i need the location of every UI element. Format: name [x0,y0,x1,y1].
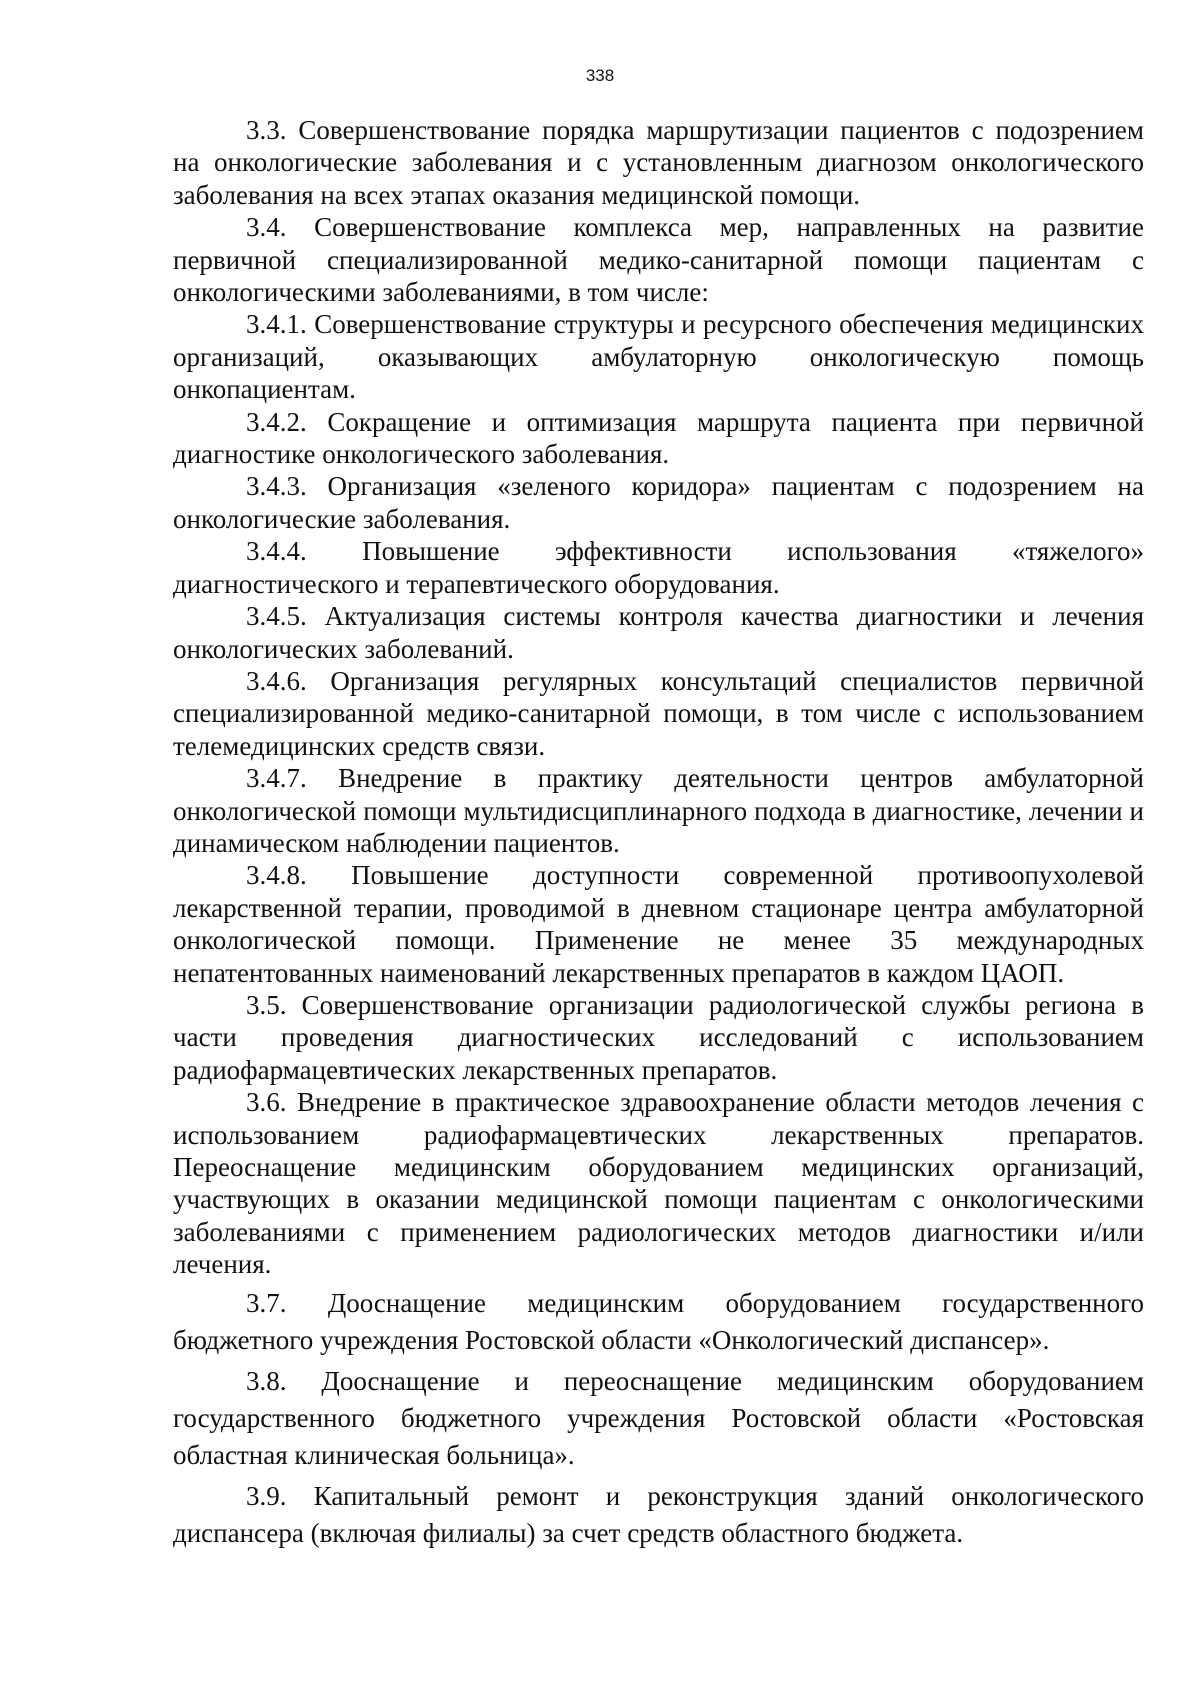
paragraph-3-4-1: 3.4.1. Совершенствование структуры и ресурсного обеспечения медицинских организаций, оказывающих амбулаторную онкологическую помощь онкопациентам. [173,309,1144,405]
paragraph-3-4-3: 3.4.3. Организация «зеленого коридора» пациентам с подозрением на онкологические заболевания. [173,471,1144,534]
paragraph-3-4-6: 3.4.6. Организация регулярных консультаций специалистов первичной специализированной медико-санитарной помощи, в том числе с использованием телемедицинских средств связи. [173,665,1144,761]
paragraph-3-6: 3.6. Внедрение в практическое здравоохранение области методов лечения с использованием радиофармацевтических лекарственных препаратов. Переоснащение медицинским оборудованием медицинских организаций, участвующих в оказании медицинской помощи пациентам с онкологическими заболеваниями с применением радиологических методов диагностики и/или лечения. [173,1087,1144,1280]
page-number: 338 [585,66,615,85]
paragraph-3-4-4: 3.4.4. Повышение эффективности использования «тяжелого» диагностического и терапевтического оборудования. [173,536,1144,599]
paragraph-3-4: 3.4. Совершенствование комплекса мер, направленных на развитие первичной специализированной медико-санитарной помощи пациентам с онкологическими заболеваниями, в том числе: [173,212,1144,308]
paragraph-3-8: 3.8. Дооснащение и переоснащение медицинским оборудованием государственного бюджетного учреждения Ростовской области «Ростовская областная клиническая больница». [173,1365,1144,1470]
paragraph-3-5: 3.5. Совершенствование организации радиологической службы региона в части проведения диагностических исследований с использованием радиофармацевтических лекарственных препаратов. [173,989,1144,1085]
document-body [173,114,1144,1556]
paragraph-3-4-2: 3.4.2. Сокращение и оптимизация маршрута пациента при первичной диагностике онкологического заболевания. [173,406,1144,470]
paragraph-3-4-7: 3.4.7. Внедрение в практику деятельности центров амбулаторной онкологической помощи мультидисциплинарного подхода в диагностике, лечении и динамическом наблюдении пациентов. [173,763,1144,858]
paragraph-3-7: 3.7. Дооснащение медицинским оборудованием государственного бюджетного учреждения Ростовской области «Онкологический диспансер». [173,1287,1144,1355]
paragraph-3-9: 3.9. Капитальный ремонт и реконструкция зданий онкологического диспансера (включая филиалы) за счет средств областного бюджета. [173,1480,1144,1548]
paragraph-3-3: 3.3. Совершенствование порядка маршрутизации пациентов с подозрением на онкологические заболевания и с установленным диагнозом онкологического заболевания на всех этапах оказания медицинской помощи. [173,115,1144,210]
paragraph-3-4-8: 3.4.8. Повышение доступности современной противоопухолевой лекарственной терапии, проводимой в дневном стационаре центра амбулаторной онкологической помощи. Применение не менее 35 международных непатентованных наименований лекарственных препаратов в каждом ЦАОП. [173,860,1144,988]
paragraph-3-4-5: 3.4.5. Актуализация системы контроля качества диагностики и лечения онкологических заболеваний. [173,601,1144,664]
